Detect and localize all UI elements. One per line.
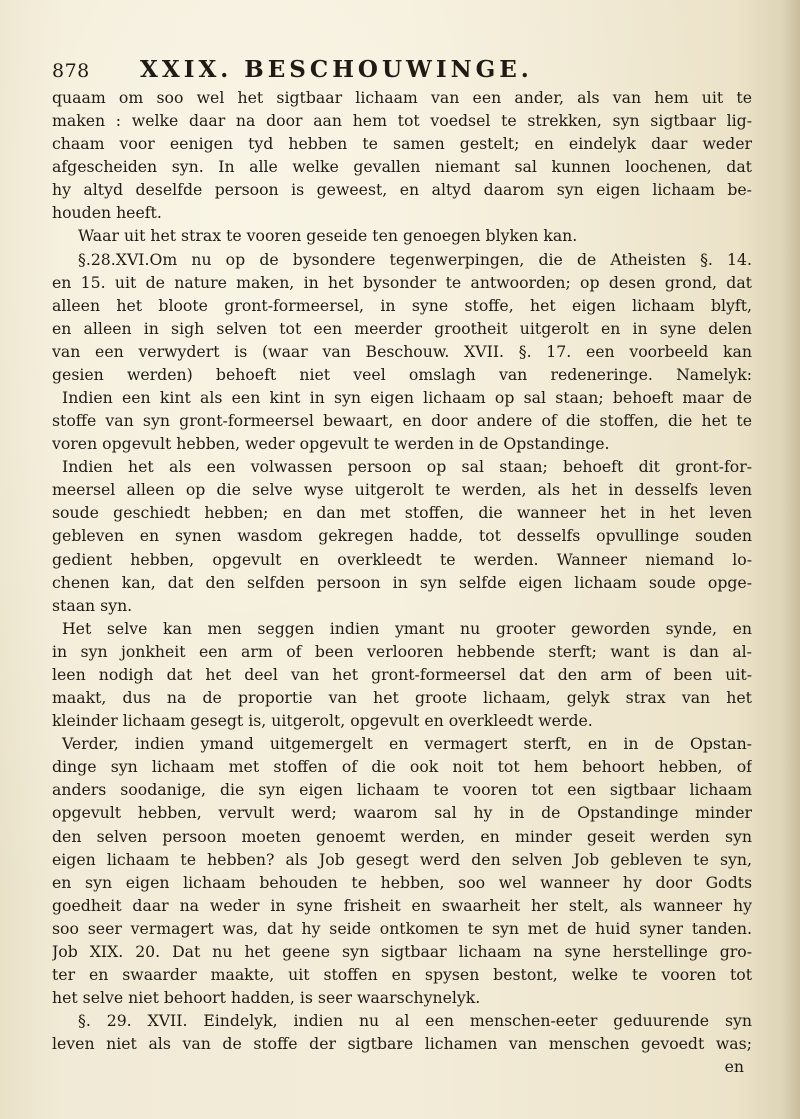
text-line: gebleven en synen wasdom gekregen hadde, tot desselfs opvullinge souden [52,526,752,546]
text-line: goedheit daar na weder in syne frisheit en swaarheit her stelt, als wanneer hy [52,895,752,915]
text-line: Verder, indien ymand uitgemergelt en vermagert sterft, en in de Opstan- [62,734,752,754]
text-line: Job XIX. 20. Dat nu het geene syn sigtbaar lichaam na syne herstellinge gro- [52,941,752,961]
text-line: Het selve kan men seggen indien ymant nu grooter geworden synde, en [62,618,752,638]
text-line: en 15. uit de nature maken, in het bysonder te antwoorden; op desen grond, dat [52,272,752,292]
text-line: leven niet als van de stoffe der sigtbare lichamen van menschen gevoedt was; [52,1034,752,1054]
text-line: en alleen in sigh selven tot een meerder grootheit uitgerolt en in syne delen [52,318,752,338]
page-header [52,56,752,86]
text-line: §. 29. XVII. Eindelyk, indien nu al een menschen-eeter geduurende syn [78,1011,752,1031]
text-line: gedient hebben, opgevult en overkleedt te werden. Wanneer niemand lo- [52,549,752,569]
page-number: 878 [52,60,90,82]
text-line: houden heeft. [52,203,162,223]
body-text [52,86,752,1078]
text-line: afgescheiden syn. In alle welke gevallen niemant sal kunnen loochenen, dat [52,157,752,177]
text-line: en syn eigen lichaam behouden te hebben, soo wel wanneer hy door Godts [52,872,752,892]
text-line: leen nodigh dat het deel van het gront-formeersel dat den arm of been uit- [52,664,752,684]
text-line: soude geschiedt hebben; en dan met stoffen, die wanneer het in het leven [52,503,752,523]
running-head: XXIX. BESCHOUWINGE. [140,56,533,83]
text-line: chaam voor eenigen tyd hebben te samen gestelt; en eindelyk daar weder [52,134,752,154]
text-line: den selven persoon moeten genoemt werden, en minder geseit werden syn [52,826,752,846]
text-line: kleinder lichaam gesegt is, uitgerolt, opgevult en overkleedt werde. [52,711,593,731]
text-line: anders soodanige, die syn eigen lichaam te vooren tot een sigtbaar lichaam [52,780,752,800]
text-line: het selve niet behoort hadden, is seer waarschynelyk. [52,988,481,1008]
text-line: voren opgevult hebben, weder opgevult te werden in de Opstandinge. [52,434,610,454]
text-line: in syn jonkheit een arm of been verlooren hebbende sterft; want is dan al- [52,641,752,661]
text-line: quaam om soo wel het sigtbaar lichaam van een ander, als van hem uit te [52,88,752,107]
catchword: en [724,1057,744,1077]
text-line: maken : welke daar na door aan hem tot voedsel te strekken, syn sigtbaar lig- [52,111,752,131]
text-line: stoffe van syn gront-formeersel bewaart, en door andere of die stoffen, die het te [52,411,752,431]
text-line: Indien het als een volwassen persoon op sal staan; behoeft dit gront-for- [62,457,752,477]
text-line: Waar uit het strax te vooren geseide ten genoegen blyken kan. [78,226,578,246]
text-line: chenen kan, dat den selfden persoon in syn selfde eigen lichaam soude opge- [52,572,752,592]
text-line: dinge syn lichaam met stoffen of die ook noit tot hem behoort hebben, of [52,757,752,777]
text-line: staan syn. [52,595,133,615]
page-edge-shadow [782,0,800,1119]
text-line: soo seer vermagert was, dat hy seide ontkomen te syn met de huid syner tanden. [52,918,752,938]
text-line: maakt, dus na de proportie van het groote lichaam, gelyk strax van het [52,688,752,708]
text-line: van een verwydert is (waar van Beschouw. XVII. §. 17. een voorbeeld kan [52,341,752,361]
text-line: alleen het bloote gront-formeersel, in syne stoffe, het eigen lichaam blyft, [52,295,752,315]
text-line: hy altyd deselfde persoon is geweest, en altyd daarom syn eigen lichaam be- [52,180,752,200]
text-line: ter en swaarder maakte, uit stoffen en spysen bestont, welke te vooren tot [52,964,752,984]
text-line: §.28.XVI.Om nu op de bysondere tegenwerpingen, die de Atheisten §. 14. [78,249,752,269]
text-line: gesien werden) behoeft niet veel omslagh van redeneringe. Namelyk: [52,364,752,384]
text-line: opgevult hebben, vervult werd; waarom sal hy in de Opstandinge minder [52,803,752,823]
text-line: Indien een kint als een kint in syn eigen lichaam op sal staan; behoeft maar de [62,388,752,408]
text-line: meersel alleen op die selve wyse uitgerolt te werden, als het in desselfs leven [52,480,752,500]
text-line: eigen lichaam te hebben? als Job gesegt werd den selven Job gebleven te syn, [52,849,752,869]
